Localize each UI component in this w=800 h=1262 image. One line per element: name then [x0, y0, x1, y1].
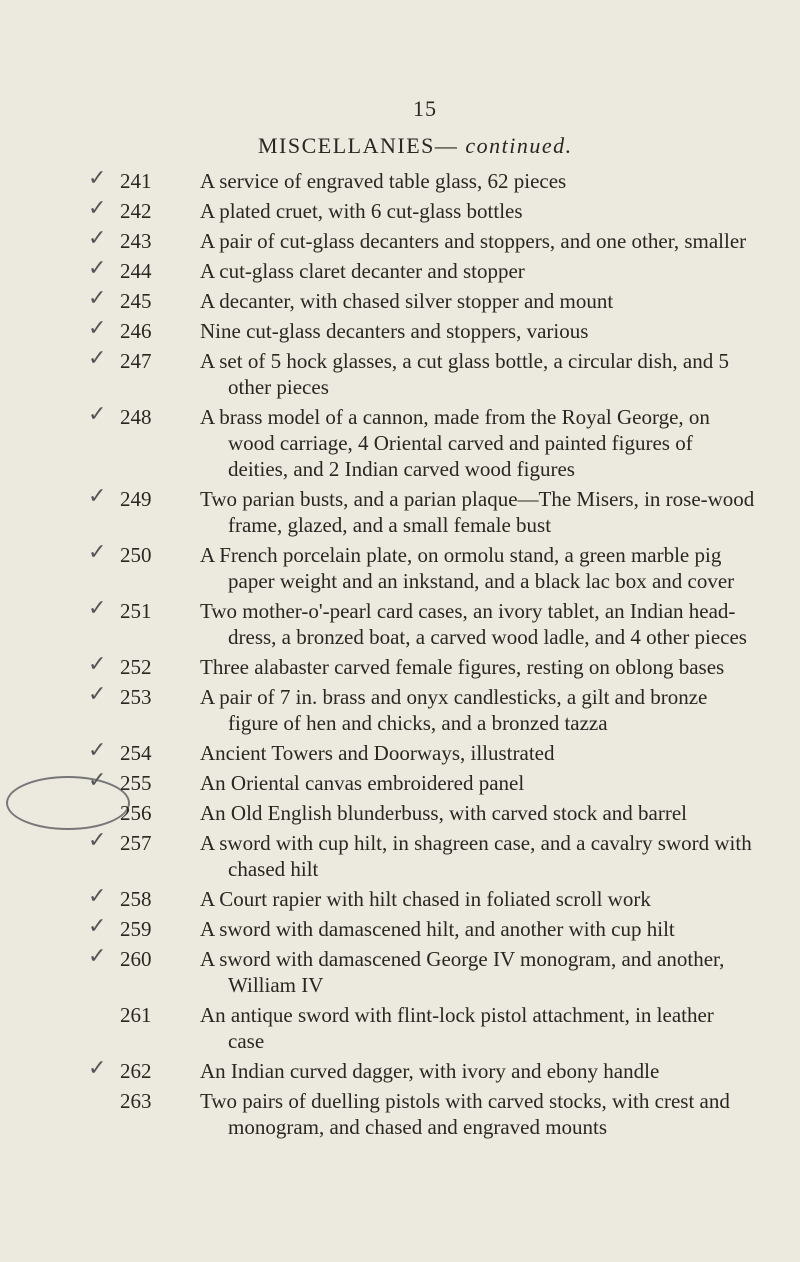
lot-entry — [0, 258, 800, 284]
lot-description: An Oriental canvas embroidered panel — [200, 771, 525, 795]
checkmark-icon: ✓ — [88, 402, 107, 427]
checkmark-icon: ✓ — [88, 166, 107, 191]
lot-description: Two mother-o'-pearl card cases, an ivory tablet, an Indian head-dress, a bronzed boat, a carved wood ladle, and 4 other pieces — [200, 599, 747, 649]
lot-description: Nine cut-glass decanters and stoppers, various — [200, 319, 589, 343]
running-head — [258, 133, 573, 159]
checkmark-icon: ✓ — [88, 596, 107, 621]
checkmark-icon: ✓ — [88, 256, 107, 281]
checkmark-icon: ✓ — [88, 346, 107, 371]
lot-number: 252 — [120, 655, 152, 679]
lot-description: A plated cruet, with 6 cut-glass bottles — [200, 199, 523, 223]
checkmark-icon: ✓ — [88, 286, 107, 311]
lot-number: 260 — [120, 947, 152, 971]
lot-number: 250 — [120, 543, 152, 567]
lot-number: 247 — [120, 349, 152, 373]
lot-entry — [0, 318, 800, 344]
lot-entry — [0, 168, 800, 194]
lot-number: 258 — [120, 887, 152, 911]
lot-number: 256 — [120, 801, 152, 825]
lot-entry — [0, 404, 800, 482]
checkmark-icon: ✓ — [88, 828, 107, 853]
lot-entry — [0, 228, 800, 254]
lot-number: 259 — [120, 917, 152, 941]
lot-entry — [0, 740, 800, 766]
lot-description: A pair of 7 in. brass and onyx candlesticks, a gilt and bronze figure of hen and chicks, and a bronzed tazza — [200, 685, 708, 735]
lot-description: A sword with damascened George IV monogram, and another, William IV — [200, 947, 725, 997]
lot-entry — [0, 770, 800, 796]
lot-number: 262 — [120, 1059, 152, 1083]
checkmark-icon: ✓ — [88, 484, 107, 509]
lot-description: A decanter, with chased silver stopper and mount — [200, 289, 614, 313]
lot-entry — [0, 1058, 800, 1084]
lot-description: An antique sword with flint-lock pistol attachment, in leather case — [200, 1003, 714, 1053]
lot-number: 253 — [120, 685, 152, 709]
checkmark-icon: ✓ — [88, 682, 107, 707]
lot-description: Three alabaster carved female figures, resting on oblong bases — [200, 655, 725, 679]
lot-description: A brass model of a cannon, made from the Royal George, on wood carriage, 4 Oriental carved and painted figures of deities, and 2 Indian carved wood figures — [200, 405, 710, 481]
lot-number: 257 — [120, 831, 152, 855]
lot-description: Two parian busts, and a parian plaque—The Misers, in rose-wood frame, glazed, and a small female bust — [200, 487, 755, 537]
lot-entry — [0, 886, 800, 912]
checkmark-icon: ✓ — [88, 196, 107, 221]
lot-entry — [0, 830, 800, 882]
lot-description: A French porcelain plate, on ormolu stand, a green marble pig paper weight and an inkstand, and a black lac box and cover — [200, 543, 735, 593]
lot-description: An Old English blunderbuss, with carved stock and barrel — [200, 801, 687, 825]
checkmark-icon: ✓ — [88, 540, 107, 565]
lot-entry — [0, 946, 800, 998]
lot-number: 263 — [120, 1089, 152, 1113]
lot-description: Ancient Towers and Doorways, illustrated — [200, 741, 555, 765]
checkmark-icon: ✓ — [88, 768, 107, 793]
lot-number: 251 — [120, 599, 152, 623]
lot-description: A service of engraved table glass, 62 pieces — [200, 169, 567, 193]
lot-number: 254 — [120, 741, 152, 765]
lot-description: Two pairs of duelling pistols with carved stocks, with crest and monogram, and chased and engraved mounts — [200, 1089, 730, 1139]
lot-description: A cut-glass claret decanter and stopper — [200, 259, 525, 283]
lot-number: 241 — [120, 169, 152, 193]
lot-description: A Court rapier with hilt chased in foliated scroll work — [200, 887, 651, 911]
checkmark-icon: ✓ — [88, 914, 107, 939]
lot-entry — [0, 288, 800, 314]
lot-entry — [0, 1088, 800, 1140]
checkmark-icon: ✓ — [88, 652, 107, 677]
lot-entry — [0, 542, 800, 594]
lot-entry — [0, 486, 800, 538]
lot-description: A pair of cut-glass decanters and stoppers, and one other, smaller — [200, 229, 747, 253]
lot-number: 243 — [120, 229, 152, 253]
running-head-suffix: continued. — [465, 133, 573, 158]
lot-entry — [0, 198, 800, 224]
lot-list — [0, 168, 800, 1144]
checkmark-icon: ✓ — [88, 1056, 107, 1081]
lot-number: 248 — [120, 405, 152, 429]
checkmark-icon: ✓ — [88, 884, 107, 909]
lot-number: 245 — [120, 289, 152, 313]
lot-number: 244 — [120, 259, 152, 283]
lot-number: 255 — [120, 771, 152, 795]
lot-entry — [0, 684, 800, 736]
lot-entry — [0, 1002, 800, 1054]
lot-description: An Indian curved dagger, with ivory and ebony handle — [200, 1059, 660, 1083]
checkmark-icon: ✓ — [88, 226, 107, 251]
running-head-title: MISCELLANIES— — [258, 133, 459, 158]
lot-entry — [0, 800, 800, 826]
lot-entry — [0, 916, 800, 942]
lot-number: 242 — [120, 199, 152, 223]
lot-description: A set of 5 hock glasses, a cut glass bottle, a circular dish, and 5 other pieces — [200, 349, 729, 399]
lot-entry — [0, 348, 800, 400]
lot-description: A sword with cup hilt, in shagreen case, and a cavalry sword with chased hilt — [200, 831, 752, 881]
checkmark-icon: ✓ — [88, 944, 107, 969]
checkmark-icon: ✓ — [88, 316, 107, 341]
lot-number: 246 — [120, 319, 152, 343]
lot-number: 249 — [120, 487, 152, 511]
lot-entry — [0, 654, 800, 680]
lot-entry — [0, 598, 800, 650]
lot-number: 261 — [120, 1003, 152, 1027]
checkmark-icon: ✓ — [88, 738, 107, 763]
lot-description: A sword with damascened hilt, and another with cup hilt — [200, 917, 675, 941]
page-number: 15 — [413, 96, 437, 121]
